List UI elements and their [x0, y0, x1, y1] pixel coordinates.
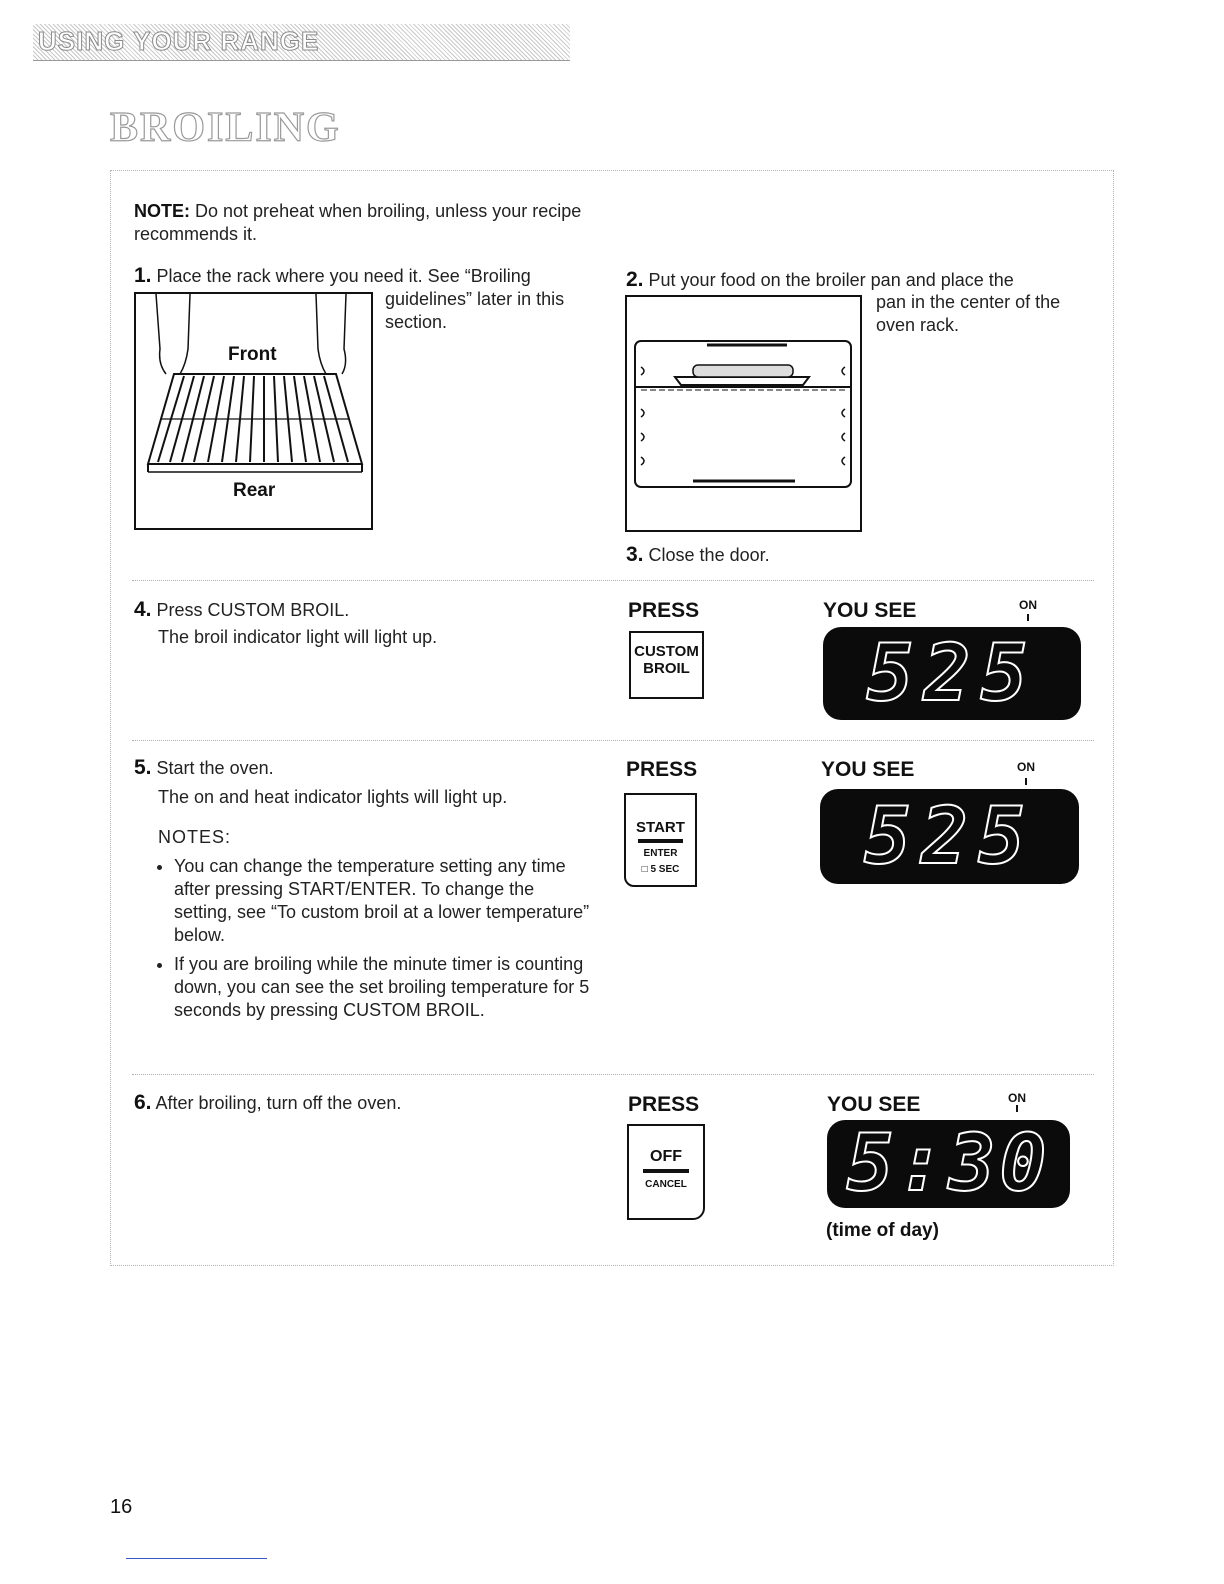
step-6-text: After broiling, turn off the oven. — [155, 1093, 402, 1113]
off-key-bar — [643, 1169, 689, 1173]
custom-broil-key-line2: BROIL — [643, 660, 690, 677]
step-2-text: Put your food on the broiler pan and place the — [648, 270, 1014, 290]
step-4-text: Press CUSTOM BROIL. — [156, 600, 350, 620]
custom-broil-key[interactable] — [629, 631, 704, 699]
step-5-number: 5. — [134, 756, 152, 779]
step-3-text: Close the door. — [648, 545, 770, 565]
note-block — [134, 200, 594, 246]
rack-illustration — [134, 292, 373, 530]
step-5-text: Start the oven. — [156, 758, 274, 778]
step-6-display — [827, 1120, 1070, 1208]
step-6-number: 6. — [134, 1091, 152, 1114]
start-enter-key[interactable] — [624, 793, 697, 887]
step-5-press-label: PRESS — [626, 758, 698, 781]
lock-icon: □ — [641, 864, 648, 875]
step-5-display — [820, 789, 1079, 884]
step-4-number: 4. — [134, 598, 152, 621]
step-1-text-continued: guidelines” later in this section. — [385, 289, 565, 332]
off-key-label: OFF — [650, 1148, 682, 1165]
note-label: NOTE: — [134, 201, 190, 221]
start-key-label: START — [636, 819, 685, 836]
step-6-on-label: ON — [1008, 1091, 1026, 1105]
page-title: BROILING — [110, 105, 341, 151]
step-4-display — [823, 627, 1081, 720]
step-4-you-see-label: YOU SEE — [823, 599, 917, 622]
note-text: Do not preheat when broiling, unless your recipe recommends it. — [134, 201, 582, 244]
step-5-on-indicator — [1025, 778, 1027, 785]
step-3-number: 3. — [626, 543, 644, 566]
lock-5sec-label: □ 5 SEC — [641, 864, 680, 875]
step-5-line — [134, 756, 594, 780]
divider-3 — [132, 1074, 1094, 1075]
step-5-notes — [158, 855, 594, 1028]
step-5-display-value: 525 — [864, 792, 1035, 882]
rack-front-label: Front — [228, 344, 277, 365]
step-5-subtext: The on and heat indicator lights will light up. — [158, 787, 508, 807]
step-1-text: Place the rack where you need it. See “Broiling — [156, 266, 531, 286]
time-of-day-caption: (time of day) — [826, 1220, 939, 1241]
note-item: • If you are broiling while the minute timer is counting down, you can see the set broiling temperature for 5 seconds by pressing CUSTOM BROIL. — [174, 953, 594, 1022]
step-6-on-indicator — [1016, 1105, 1018, 1112]
cancel-key-label: CANCEL — [645, 1179, 687, 1190]
step-5-you-see-label: YOU SEE — [821, 758, 915, 781]
step-6-line — [134, 1091, 594, 1115]
step-3-line — [626, 543, 926, 567]
step-4-on-label: ON — [1019, 598, 1037, 612]
note-item: • You can change the temperature setting any time after pressing START/ENTER. To change the setting, see “To custom broil at a lower temperature” below. — [174, 855, 594, 947]
step-5-on-label: ON — [1017, 760, 1035, 774]
oven-cavity-drawing — [627, 297, 860, 530]
divider-1 — [132, 580, 1094, 581]
oven-pan-illustration — [625, 295, 862, 532]
start-key-bar — [638, 839, 683, 843]
footer-rule — [126, 1558, 267, 1559]
step-2-number: 2. — [626, 268, 644, 291]
step-4-subtext: The broil indicator light will light up. — [158, 627, 438, 647]
off-cancel-key[interactable] — [627, 1124, 705, 1220]
step-4-display-value: 525 — [866, 629, 1038, 719]
step-2-line — [626, 268, 1086, 292]
rack-rear-label: Rear — [233, 480, 276, 501]
step-4-line — [134, 598, 594, 622]
step-6-display-value: 5:30 — [846, 1119, 1051, 1209]
step-2-text-continued: pan in the center of the oven rack. — [876, 292, 1061, 335]
step-1-number: 1. — [134, 264, 152, 287]
page-number: 16 — [110, 1496, 133, 1518]
step-4-press-label: PRESS — [628, 599, 700, 622]
step-5-notes-label: NOTES: — [158, 827, 232, 847]
enter-key-label: ENTER — [643, 848, 678, 859]
custom-broil-key-line1: CUSTOM — [634, 643, 699, 660]
step-6-press-label: PRESS — [628, 1093, 700, 1116]
divider-2 — [132, 740, 1094, 741]
step-1-line — [134, 264, 604, 288]
step-6-you-see-label: YOU SEE — [827, 1093, 921, 1116]
step-4-on-indicator — [1027, 614, 1029, 621]
section-header-label: USING YOUR RANGE — [38, 26, 320, 56]
